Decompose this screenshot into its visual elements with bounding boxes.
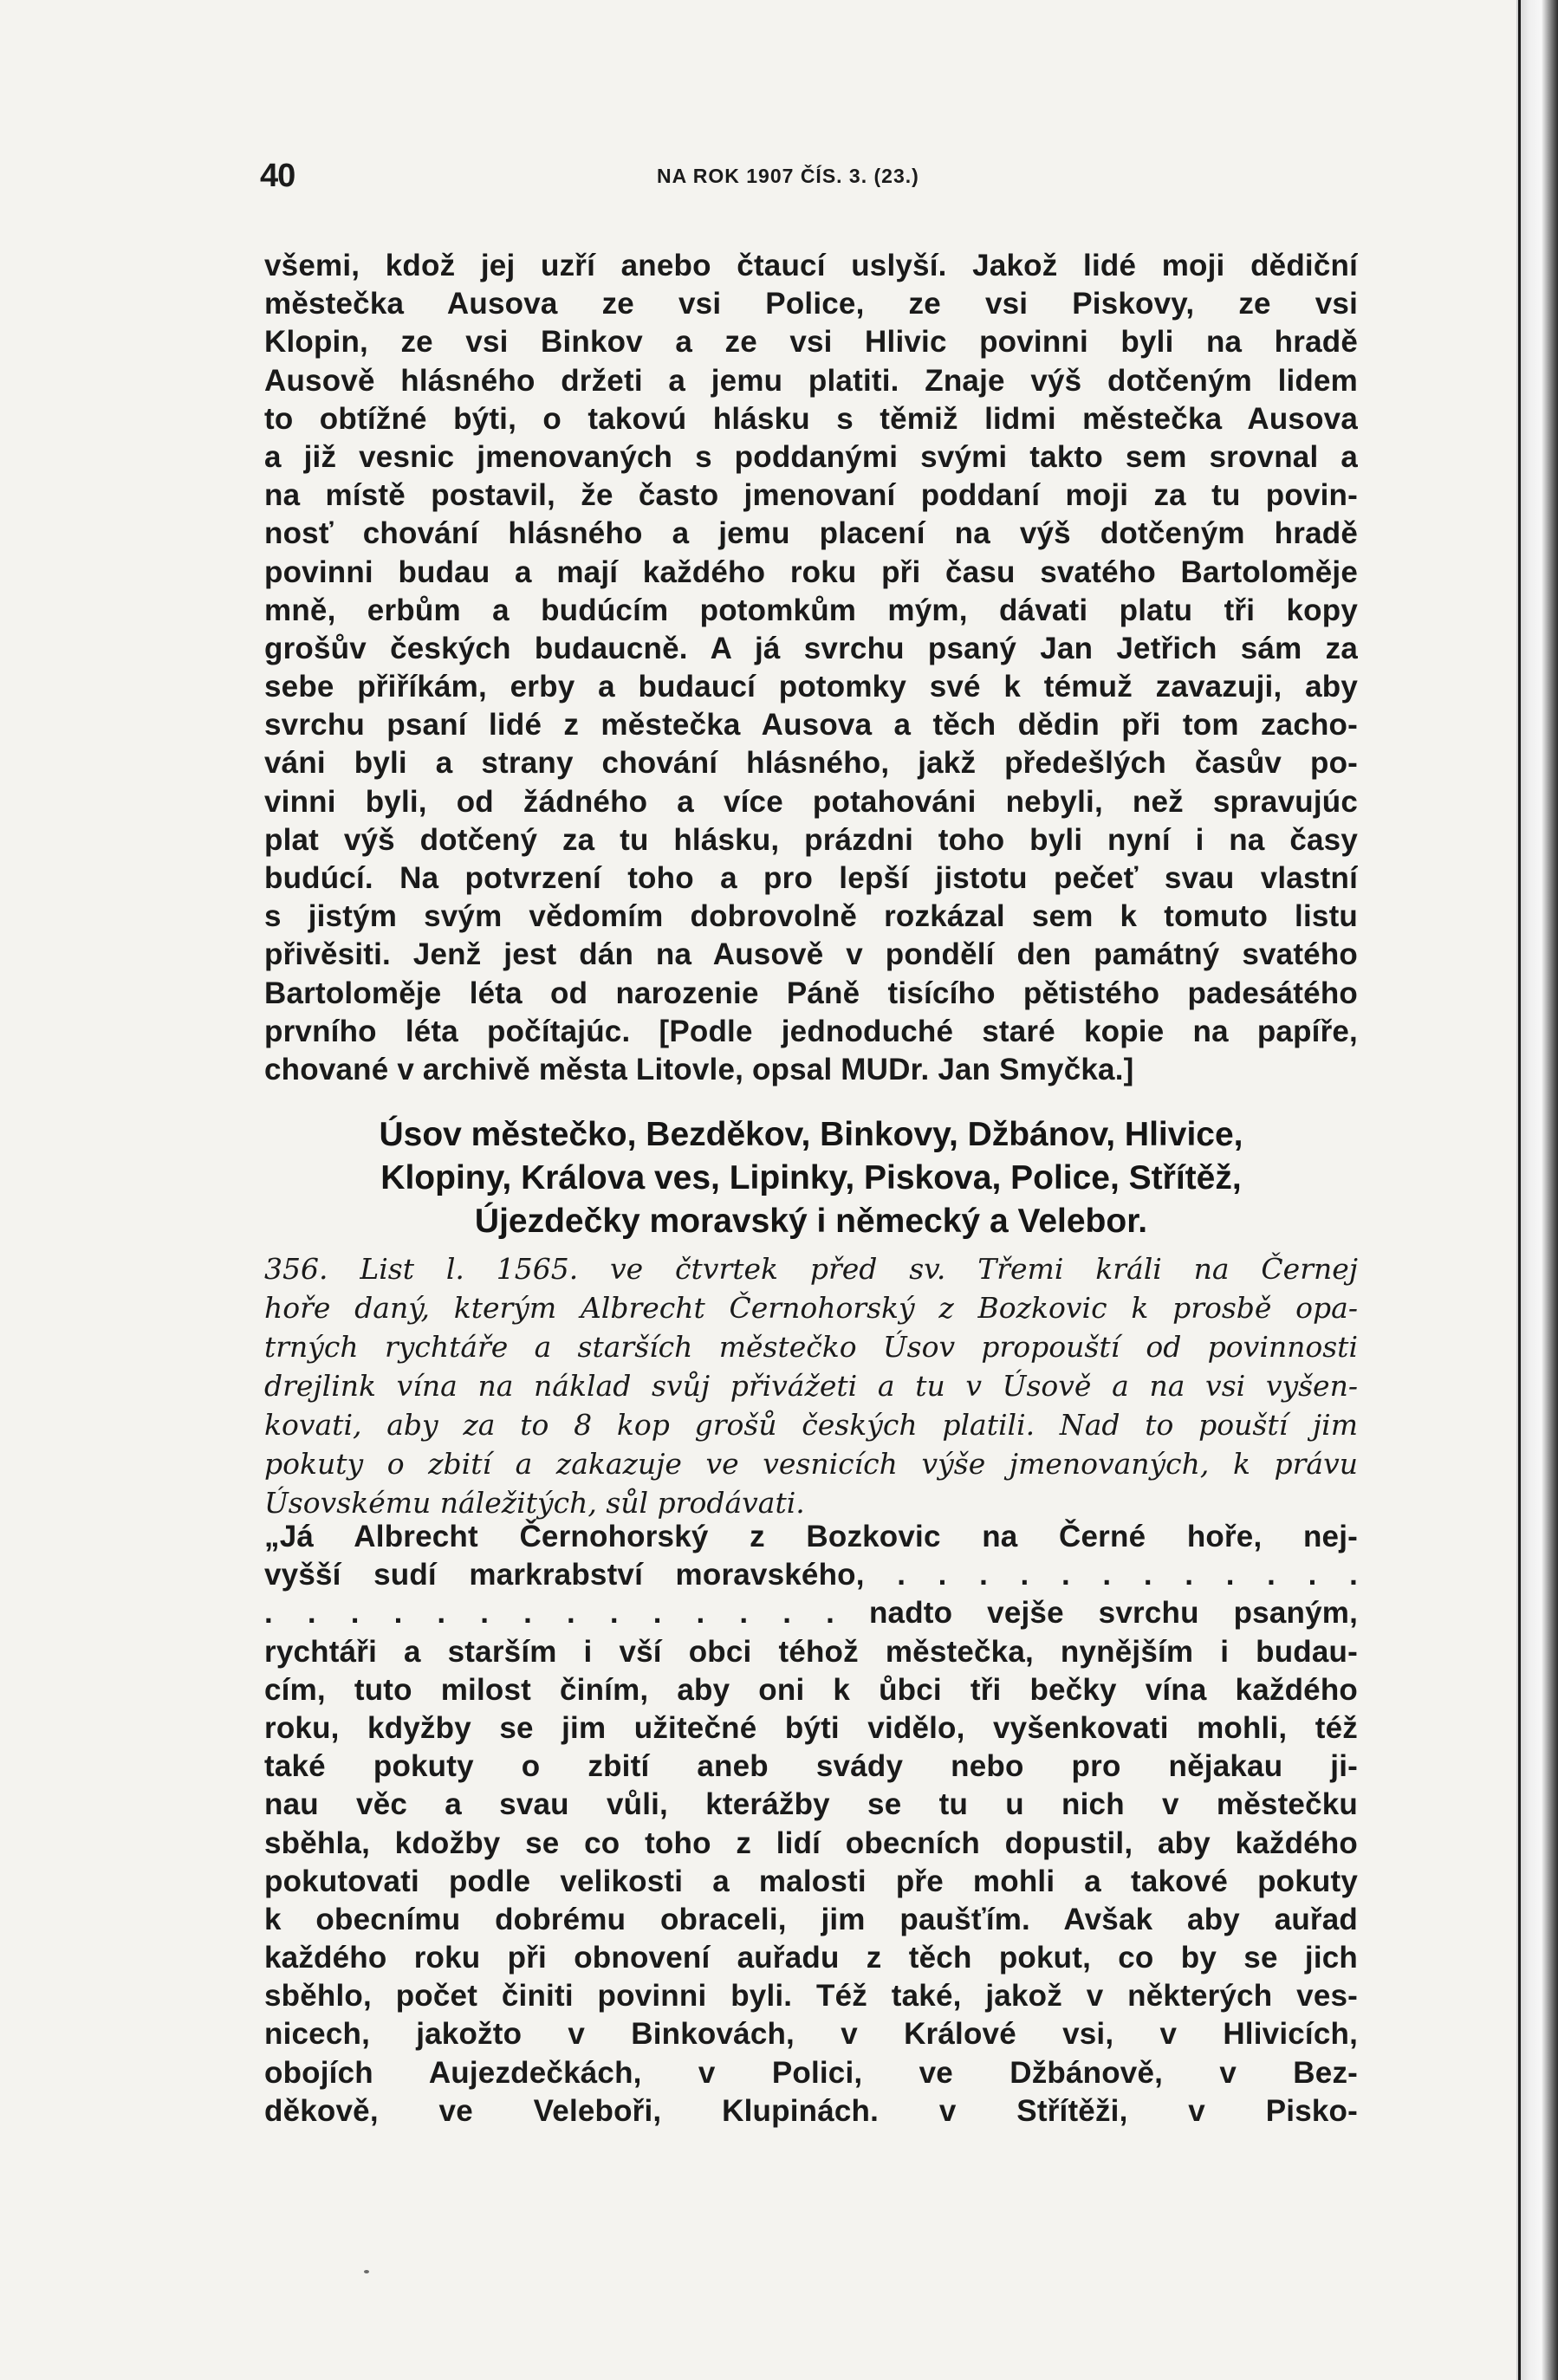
text-line: sběhlo, počet činiti povinni byli. Též také, jakož v některých ves- (264, 1979, 1358, 2014)
text-line: obojích Aujezdečkách, v Polici, ve Džbánově, v Bez- (264, 2055, 1358, 2090)
text-line: na místě postavil, že často jmenovaní poddaní moji za tu povin- (264, 478, 1358, 513)
text-line: nicech, jakožto v Binkovách, v Králové vsi, v Hlivicích, (264, 2017, 1358, 2052)
text-line: nosť chování hlásného a jemu placení na výš dotčeným hradě (264, 516, 1358, 551)
text-line: přivěsiti. Jenž jest dán na Ausově v pondělí den památný svatého (264, 937, 1358, 972)
paragraph-record-356 (264, 1249, 1358, 1522)
text-line: chované v archivě města Litovle, opsal MUDr. Jan Smyčka.] (264, 1052, 1134, 1086)
text-line: vinni byli, od žádného a více potahováni nebyli, než spravujúc (264, 784, 1358, 819)
text-line: Ausově hlásného držeti a jemu platiti. Znaje výš dotčeným lidem (264, 363, 1358, 398)
text-line: k obecnímu dobrému obraceli, jim paušťím. Avšak aby auřad (264, 1902, 1358, 1936)
paragraph-quotation (264, 1518, 1358, 2130)
text-line: s jistým svým vědomím dobrovolně rozkázal sem k tomuto listu (264, 899, 1358, 934)
gothic-line: Úsovskému náležitých, sůl prodávati. (264, 1486, 805, 1520)
text-line: to obtížné býti, o takovú hlásku s těmiž lidmi městečka Ausova (264, 401, 1358, 436)
text-line: mně, erbům a budúcím potomkům mým, dávati platu tři kopy (264, 593, 1358, 627)
text-line: roku, kdyžby se jim užitečné býti vidělo, vyšenkovati mohli, též (264, 1710, 1358, 1745)
page-number: 40 (260, 158, 295, 194)
gothic-line: kovati, aby za to 8 kop grošů českých platili. Nad to pouští jim (264, 1408, 1358, 1442)
text-line: prvního léta počítajúc. [Podle jednoduché staré kopie na papíře, (264, 1014, 1358, 1048)
text-line: také pokuty o zbití aneb svády nebo pro nějakau ji- (264, 1749, 1358, 1784)
gothic-line: drejlink vína na náklad svůj přivážeti a tu v Úsově a na vsi vyšen- (264, 1369, 1358, 1403)
text-line: povinni budau a mají každého roku při času svatého Bartoloměje (264, 554, 1358, 589)
text-line: všemi, kdož jej uzří anebo čtaucí uslyší. Jakož lidé moji dědiční (264, 249, 1358, 282)
print-speck (364, 2270, 369, 2273)
text-line: rychtáři a starším i vší obci téhož městečka, nynějším i budau- (264, 1634, 1358, 1669)
text-line: váni byli a strany chování hlásného, jakž předešlých časův po- (264, 746, 1358, 781)
text-line: „Já Albrecht Černohorský z Bozkovic na Černé hoře, nej- (264, 1520, 1358, 1553)
page-edge-line (1518, 0, 1521, 2380)
text-line: cím, tuto milost činím, aby oni k ůbci tři bečky vína každého (264, 1672, 1358, 1707)
gothic-line: hoře daný, kterým Albrecht Černohorský z Bozkovic k prosbě opa- (264, 1291, 1358, 1325)
text-line: pokutovati podle velikosti a malosti pře mohli a takové pokuty (264, 1864, 1358, 1898)
text-line: svrchu psaní lidé z městečka Ausova a těch dědin při tom zacho- (264, 708, 1358, 743)
text-line: Klopin, ze vsi Binkov a ze vsi Hlivic povinni byli na hradě (264, 325, 1358, 360)
text-line: sběhla, kdožby se co toho z lidí obecních dopustil, aby každého (264, 1826, 1358, 1860)
heading-line: Klopiny, Králova ves, Lipinky, Piskova, Police, Střítěž, (380, 1159, 1242, 1196)
paragraph-charter-text (264, 247, 1358, 1089)
text-line: sebe přiříkám, erby a budaucí potomky své k témuž zavazuji, aby (264, 670, 1358, 704)
text-line: městečka Ausova ze vsi Police, ze vsi Piskovy, ze vsi (264, 287, 1358, 321)
gothic-line: 356. List l. 1565. ve čtvrtek před sv. Třemi králi na Černej (264, 1252, 1358, 1286)
text-line: děkově, ve Veleboři, Klupinách. v Střítěži, v Pisko- (264, 2093, 1358, 2128)
text-line: budúcí. Na potvrzení toho a pro lepší jistotu pečeť svau vlastní (264, 861, 1358, 895)
heading-line: Úsov městečko, Bezděkov, Binkovy, Džbánov, Hlivice, (379, 1116, 1243, 1153)
section-heading (264, 1113, 1358, 1243)
text-line: a již vesnic jmenovaných s poddanými svými takto sem srovnal a (264, 439, 1358, 474)
text-line: Bartoloměje léta od narozenie Páně tisícího pětistého padesátého (264, 976, 1358, 1010)
running-head: NA ROK 1907 ČÍS. 3. (23.) (657, 165, 919, 187)
text-line: plat výš dotčený za tu hlásku, prázdni toho byli nyní i na časy (264, 822, 1358, 857)
text-line: nau věc a svau vůli, kterážby se tu u nich v městečku (264, 1787, 1358, 1822)
text-line: vyšší sudí markrabství moravského, . . . . . . . . . . . . (264, 1558, 1358, 1592)
heading-line: Újezdečky moravský i německý a Velebor. (474, 1203, 1148, 1240)
text-line: . . . . . . . . . . . . . . nadto vejše svrchu psaným, (264, 1596, 1358, 1631)
text-line: grošův českých budaucně. A já svrchu psaný Jan Jetřich sám za (264, 631, 1358, 665)
page-header (260, 158, 1369, 201)
page-edge-shadow (1516, 0, 1558, 2380)
text-line: každého roku při obnovení auřadu z těch pokut, co by se jich (264, 1941, 1358, 1975)
gothic-line: trných rychtáře a starších městečko Úsov propouští od povinnosti (264, 1330, 1358, 1364)
gothic-line: pokuty o zbití a zakazuje ve vesnicích výše jmenovaných, k právu (264, 1447, 1358, 1481)
